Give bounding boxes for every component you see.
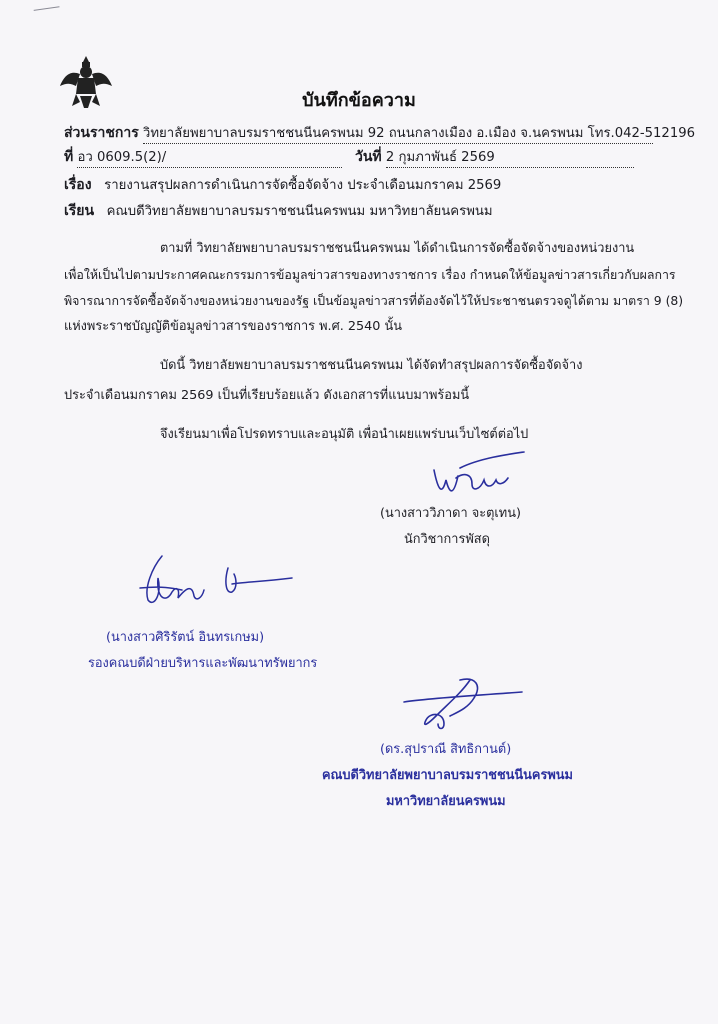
agency-label: ส่วนราชการ	[64, 125, 139, 141]
body-p3-line1: จึงเรียนมาเพื่อโปรดทราบและอนุมัติ เพื่อนำเผยแพร่บนเว็บไซต์ต่อไป	[160, 427, 529, 442]
agency-field	[64, 124, 695, 144]
subject-label: เรื่อง	[64, 177, 92, 193]
signature-3-name: (ดร.สุปราณี สิทธิกานต์)	[380, 742, 512, 757]
signature-2-ink	[132, 548, 297, 620]
ref-label: ที่	[64, 149, 74, 165]
scan-mark	[34, 6, 61, 17]
memo-title: บันทึกข้อความ	[302, 90, 416, 111]
body-p1-line3: พิจารณาการจัดซื้อจัดจ้างของหน่วยงานของรัฐ เป็นข้อมูลข่าวสารที่ต้องจัดไว้ให้ประชาชนตรวจดูได้ตาม มาตรา 9 (8)	[64, 293, 684, 308]
agency-value: วิทยาลัยพยาบาลบรมราชชนนีนครพนม 92 ถนนกลางเมือง อ.เมือง จ.นครพนม โทร.042-512196	[143, 125, 653, 144]
to-field	[64, 202, 493, 221]
subject-value: รายงานสรุปผลการดำเนินการจัดซื้อจัดจ้าง ประจำเดือนมกราคม 2569	[104, 178, 502, 193]
body-p1-line1: ตามที่ วิทยาลัยพยาบาลบรมราชชนนีนครพนม ได้ดำเนินการจัดซื้อจัดจ้างของหน่วยงาน	[160, 241, 635, 256]
body-p1-line2: เพื่อให้เป็นไปตามประกาศคณะกรรมการข้อมูลข่าวสารของทางราชการ เรื่อง กำหนดให้ข้อมูลข่าวสารเกี่ยวกับผลการ	[64, 267, 676, 282]
signature-1-ink	[420, 450, 530, 502]
subject-field	[64, 176, 501, 195]
signature-1-name: (นางสาววิภาดา จะตุเทน)	[380, 506, 521, 521]
signature-2-title: รองคณบดีฝ่ายบริหารและพัฒนาทรัพยากร	[88, 656, 318, 671]
date-field	[355, 148, 634, 168]
ref-value: อว 0609.5(2)/	[77, 149, 342, 168]
date-value: 2 กุมภาพันธ์ 2569	[386, 149, 634, 168]
to-label: เรียน	[64, 203, 95, 219]
signature-2-name: (นางสาวศิริรัตน์ อินทรเกษม)	[106, 630, 265, 645]
body-p1-line4: แห่งพระราชบัญญัติข้อมูลข่าวสารของราชการ พ.ศ. 2540 นั้น	[64, 319, 402, 334]
signature-3-title-2: มหาวิทยาลัยนครพนม	[386, 794, 506, 809]
body-p2-line1: บัดนี้ วิทยาลัยพยาบาลบรมราชชนนีนครพนม ได้จัดทำสรุปผลการจัดซื้อจัดจ้าง	[160, 358, 583, 373]
to-value: คณบดีวิทยาลัยพยาบาลบรมราชชนนีนครพนม มหาวิทยาลัยนครพนม	[106, 204, 493, 219]
signature-3-ink	[400, 672, 525, 734]
ref-field	[64, 148, 342, 168]
date-label: วันที่	[355, 149, 382, 165]
signature-1-title: นักวิชาการพัสดุ	[404, 532, 490, 547]
signature-3-title-1: คณบดีวิทยาลัยพยาบาลบรมราชชนนีนครพนม	[322, 768, 573, 783]
body-p2-line2: ประจำเดือนมกราคม 2569 เป็นที่เรียบร้อยแล้ว ดังเอกสารที่แนบมาพร้อมนี้	[64, 388, 470, 403]
